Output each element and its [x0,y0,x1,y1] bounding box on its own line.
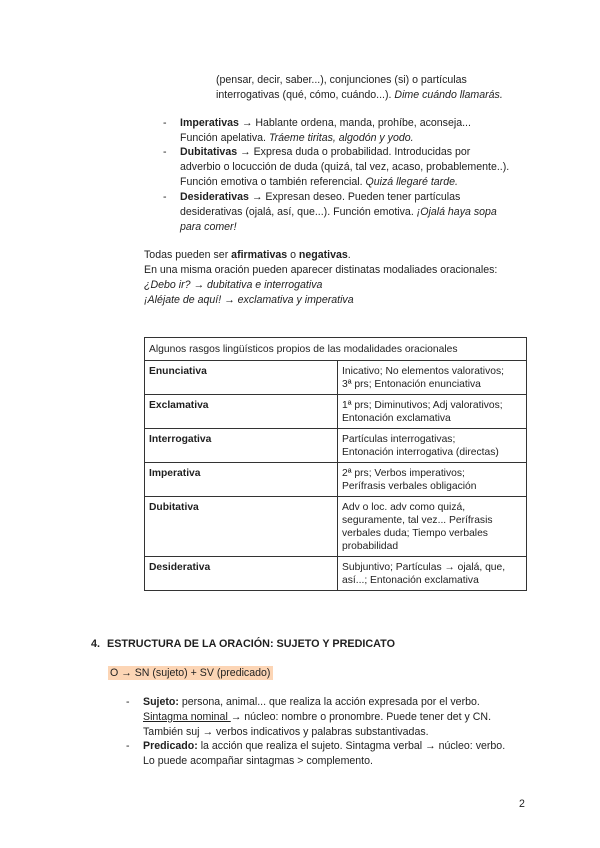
desiderativas-example-cont: para comer! [180,221,237,233]
sujeto-line-1: Sujeto: persona, animal... que realiza la acción expresada por el verbo. [143,696,480,708]
modalidades-table [144,337,527,591]
bullet-dash: - [126,696,130,708]
term-desiderativas: Desiderativas [180,191,249,203]
afirm-line-2: En una misma oración pueden aparecer distinatas modaliades oracionales: [144,264,498,276]
table-row [145,395,527,429]
row-name: Imperativa [145,463,338,497]
row-features: Partículas interrogativas; Entonación interrogativa (directas) [338,429,527,463]
sujeto-line-3: También suj → verbos indicativos y palabras substantivadas. [143,726,429,738]
afirm-example-2: ¡Aléjate de aquí! → exclamativa y imperativa [144,294,354,306]
row-features: Adv o loc. adv como quizá, seguramente, tal vez... Perífrasis verbales duda; Tiempo verbales probabilidad [338,497,527,557]
imperativas-example: Tráeme tiritas, algodón y yodo. [268,132,414,144]
page-number: 2 [519,798,525,810]
bullet-dash: - [163,117,167,129]
dubitativas-line-3: Función emotiva o también referencial. Quizá llegaré tarde. [180,176,458,188]
table-row [145,463,527,497]
term-sujeto: Sujeto: [143,696,179,708]
term-dubitativas: Dubitativas [180,146,238,158]
afirm-paragraph [144,248,544,308]
afirm-example-1: ¿Debo ir? → dubitativa e interrogativa [144,279,323,291]
intro-line-2: interrogativas (qué, cómo, cuándo...). Dime cuándo llamarás. [216,89,503,101]
section-number: 4. [91,638,101,650]
term-imperativas: Imperativas [180,117,239,129]
table-row [145,557,527,591]
row-name: Exclamativa [145,395,338,429]
row-features: 1ª prs; Diminutivos; Adj valorativos; Entonación exclamativa [338,395,527,429]
imperativas-line-2: Función apelativa. Tráeme tiritas, algodón y yodo. [180,132,414,144]
section-title: ESTRUCTURA DE LA ORACIÓN: SUJETO Y PREDICATO [107,638,395,650]
predicado-line-1: Predicado: la acción que realiza el sujeto. Sintagma verbal → núcleo: verbo. [143,740,506,752]
dubitativas-line-1: Dubitativas → Expresa duda o probabilidad. Introducidas por [180,146,471,158]
row-name: Enunciativa [145,361,338,395]
dubitativas-example: Quizá llegaré tarde. [365,176,458,188]
intro-example: Dime cuándo llamarás. [394,89,503,101]
afirmativas-term: afirmativas [231,249,288,261]
desiderativas-line-1: Desiderativas → Expresan deseo. Pueden tener partículas [180,191,461,203]
intro-continuation [216,73,546,103]
row-features: Subjuntivo; Partículas → ojalá, que, así...; Entonación exclamativa [338,557,527,591]
table-caption: Algunos rasgos lingüísticos propios de las modalidades oracionales [145,338,527,361]
sintagma-nominal: Sintagma nominal [143,711,231,723]
formula-highlight: O → SN (sujeto) + SV (predicado) [108,666,273,680]
table-caption-row [145,338,527,361]
term-predicado: Predicado: [143,740,198,752]
bullet-dash: - [163,146,167,158]
dubitativas-line-2: adverbio o locucción de duda (quizá, tal vez, acaso, probablemente..). [180,161,510,173]
bullet-dash: - [126,740,130,752]
section-4-heading [91,637,395,652]
row-name: Interrogativa [145,429,338,463]
row-name: Desiderativa [145,557,338,591]
row-name: Dubitativa [145,497,338,557]
afirm-line-1: Todas pueden ser afirmativas o negativas. [144,249,351,261]
negativas-term: negativas [298,249,348,261]
imperativas-line-1: Imperativas → Hablante ordena, manda, prohíbe, aconseja... [180,117,471,129]
row-features: Inicativo; No elementos valorativos; 3ª prs; Entonación enunciativa [338,361,527,395]
oracion-formula [108,666,273,681]
desiderativas-example: ¡Ojalá haya sopa [416,206,497,218]
intro-line-1: (pensar, decir, saber...), conjunciones (si) o partículas [216,74,467,86]
desiderativas-line-2: desiderativas (ojalá, así, que...). Función emotiva. ¡Ojalá haya sopa [180,206,497,218]
table-row [145,361,527,395]
predicado-line-2: Lo puede acompañar sintagmas > complemento. [143,755,373,767]
table-row [145,429,527,463]
sujeto-line-2: Sintagma nominal → núcleo: nombre o pronombre. Puede tener det y CN. [143,711,492,723]
bullet-dash: - [163,191,167,203]
table-row [145,497,527,557]
row-features: 2ª prs; Verbos imperativos; Perífrasis verbales obligación [338,463,527,497]
